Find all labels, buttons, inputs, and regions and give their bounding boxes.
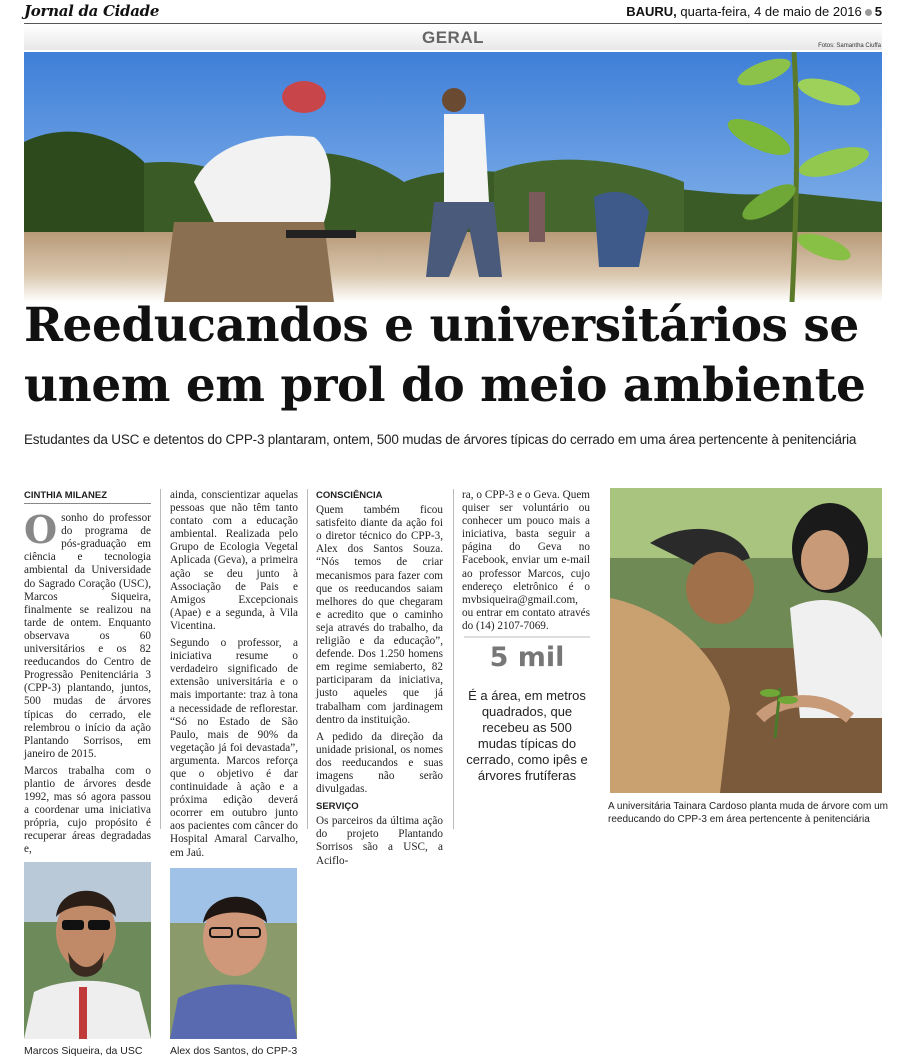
paragraph: Quem também ficou satisfeito diante da ação foi o diretor técnico do CPP-3, Alex dos Santos Souza. “Nós temos de criar mecanismos para fazer com que os reeducandos saiam melhores do que chegaram e acredito que o caminho seja através do trabalho, da religião e da educação”, defende. Dos 1.250 homens em regime semiaberto, 82 participaram da iniciativa, justo aqueles que já trabalham com jardinagem dentro da instituição.: [316, 504, 443, 726]
fact-text: É a área, em metros quadrados, que recebeu as 500 mudas típicas do cerrado, como ipês e árvores frutíferas: [466, 688, 588, 783]
dateline-city: BAURU,: [626, 4, 677, 19]
paragraph: Os parceiros da última ação do projeto Plantando Sorrisos são a USC, a Aciflo-: [316, 815, 443, 867]
byline: CINTHIA MILANEZ: [24, 489, 151, 504]
photo-credit: Fotos: Samantha Ciuffa: [818, 43, 881, 49]
portrait-caption: Alex dos Santos, do CPP-3: [170, 1045, 298, 1057]
paragraph-text: sonho do professor do programa de pós-graduação em ciência e tecnologia ambiental da Universidade do Sagrado Coração (USC), Marcos Siqueira, finalmente se realizou na tarde de ontem. Enquanto observava os 60 universitários e os 82 reeducandos do Centro de Progressão Penitenciária 3 (CPP-3) plantando, juntos, 500 mudas de árvores típicas do cerrado, ele relembrou o início da ação Plantando Sorrisos, em janeiro de 2015.: [24, 512, 151, 760]
page-number: 5: [874, 4, 882, 19]
paragraph: Marcos trabalha com o plantio de árvores desde 1992, mas só agora passou a coordenar uma iniciativa própria, cujo propósito é recuperar áreas degradadas e,: [24, 764, 151, 856]
subheadline: Estudantes da USC e detentos do CPP-3 plantaram, ontem, 500 mudas de árvores típicas do cerrado em uma área pertencente à penitenciária: [24, 432, 857, 447]
dateline: [626, 4, 882, 19]
paragraph: [24, 507, 151, 761]
fact-number: 5 mil: [464, 636, 590, 678]
portrait-marcos-siqueira: [24, 862, 151, 1039]
bullet-icon: [865, 9, 872, 16]
column-divider: [307, 489, 308, 829]
hero-photo: [24, 52, 882, 302]
paragraph: ainda, conscientizar aquelas pessoas que não têm tanto contato com a educação ambiental. Realizada pelo Grupo de Ecologia Vegetal Aplicada (Geva), a primeira ação se deu junto à Associação de Pais e Amigos Excepcionais (Apae) e a segunda, à Vila Vicentina.: [170, 489, 298, 632]
article-column-1: [24, 489, 151, 861]
dateline-date: quarta-feira, 4 de maio de 2016: [676, 4, 862, 19]
article-column-3: [316, 489, 443, 872]
fact-box: [464, 636, 590, 816]
planting-photo: [610, 488, 882, 793]
newspaper-logo: Jornal da Cidade: [24, 2, 160, 20]
section-banner: [24, 25, 882, 50]
column-divider: [453, 489, 454, 829]
section-label: GERAL: [422, 28, 484, 47]
drop-cap: O: [24, 507, 58, 553]
masthead: [24, 2, 882, 24]
masthead-rule: [24, 23, 882, 24]
article-column-4: [462, 489, 590, 637]
column-divider: [160, 489, 161, 829]
paragraph: ra, o CPP-3 e o Geva. Quem quiser ser voluntário ou conhecer um pouco mais a iniciativa, basta seguir a página do Geva no Facebook, enviar um e-mail ao professor Marcos, cujo endereço eletrônico é o mvbsiqueira@gmail.com, ou entrar em contato através do (14) 2107-7069.: [462, 489, 590, 632]
photo-caption: A universitária Tainara Cardoso planta muda de árvore com um reeducando do CPP-3 em área pertencente à penitenciária: [608, 801, 888, 825]
subheading-consciencia: CONSCIÊNCIA: [316, 490, 383, 501]
portrait-alex-dos-santos: [170, 868, 297, 1039]
headline: Reeducandos e universitários se unem em prol do meio ambiente: [24, 298, 866, 413]
paragraph: Segundo o professor, a iniciativa resume o verdadeiro significado de extensão universitária e o mais importante: traz à tona a necessidade de reflorestar. “Só no Estado de São Paulo, mais de 90% da vegetação já foi devastada”, argumenta. Marcos reforça que o objetivo é dar continuidade à ação e a próxima edição deverá ocorrer em outubro junto aos pacientes com câncer do Hospital Amaral Carvalho, em Jaú.: [170, 637, 298, 859]
subheading-servico: SERVIÇO: [316, 801, 359, 813]
portrait-caption: Marcos Siqueira, da USC: [24, 1045, 143, 1057]
paragraph: A pedido da direção da unidade prisional, os nomes dos reeducandos e suas imagens não serão divulgadas.: [316, 730, 443, 796]
article-column-2: [170, 489, 298, 864]
